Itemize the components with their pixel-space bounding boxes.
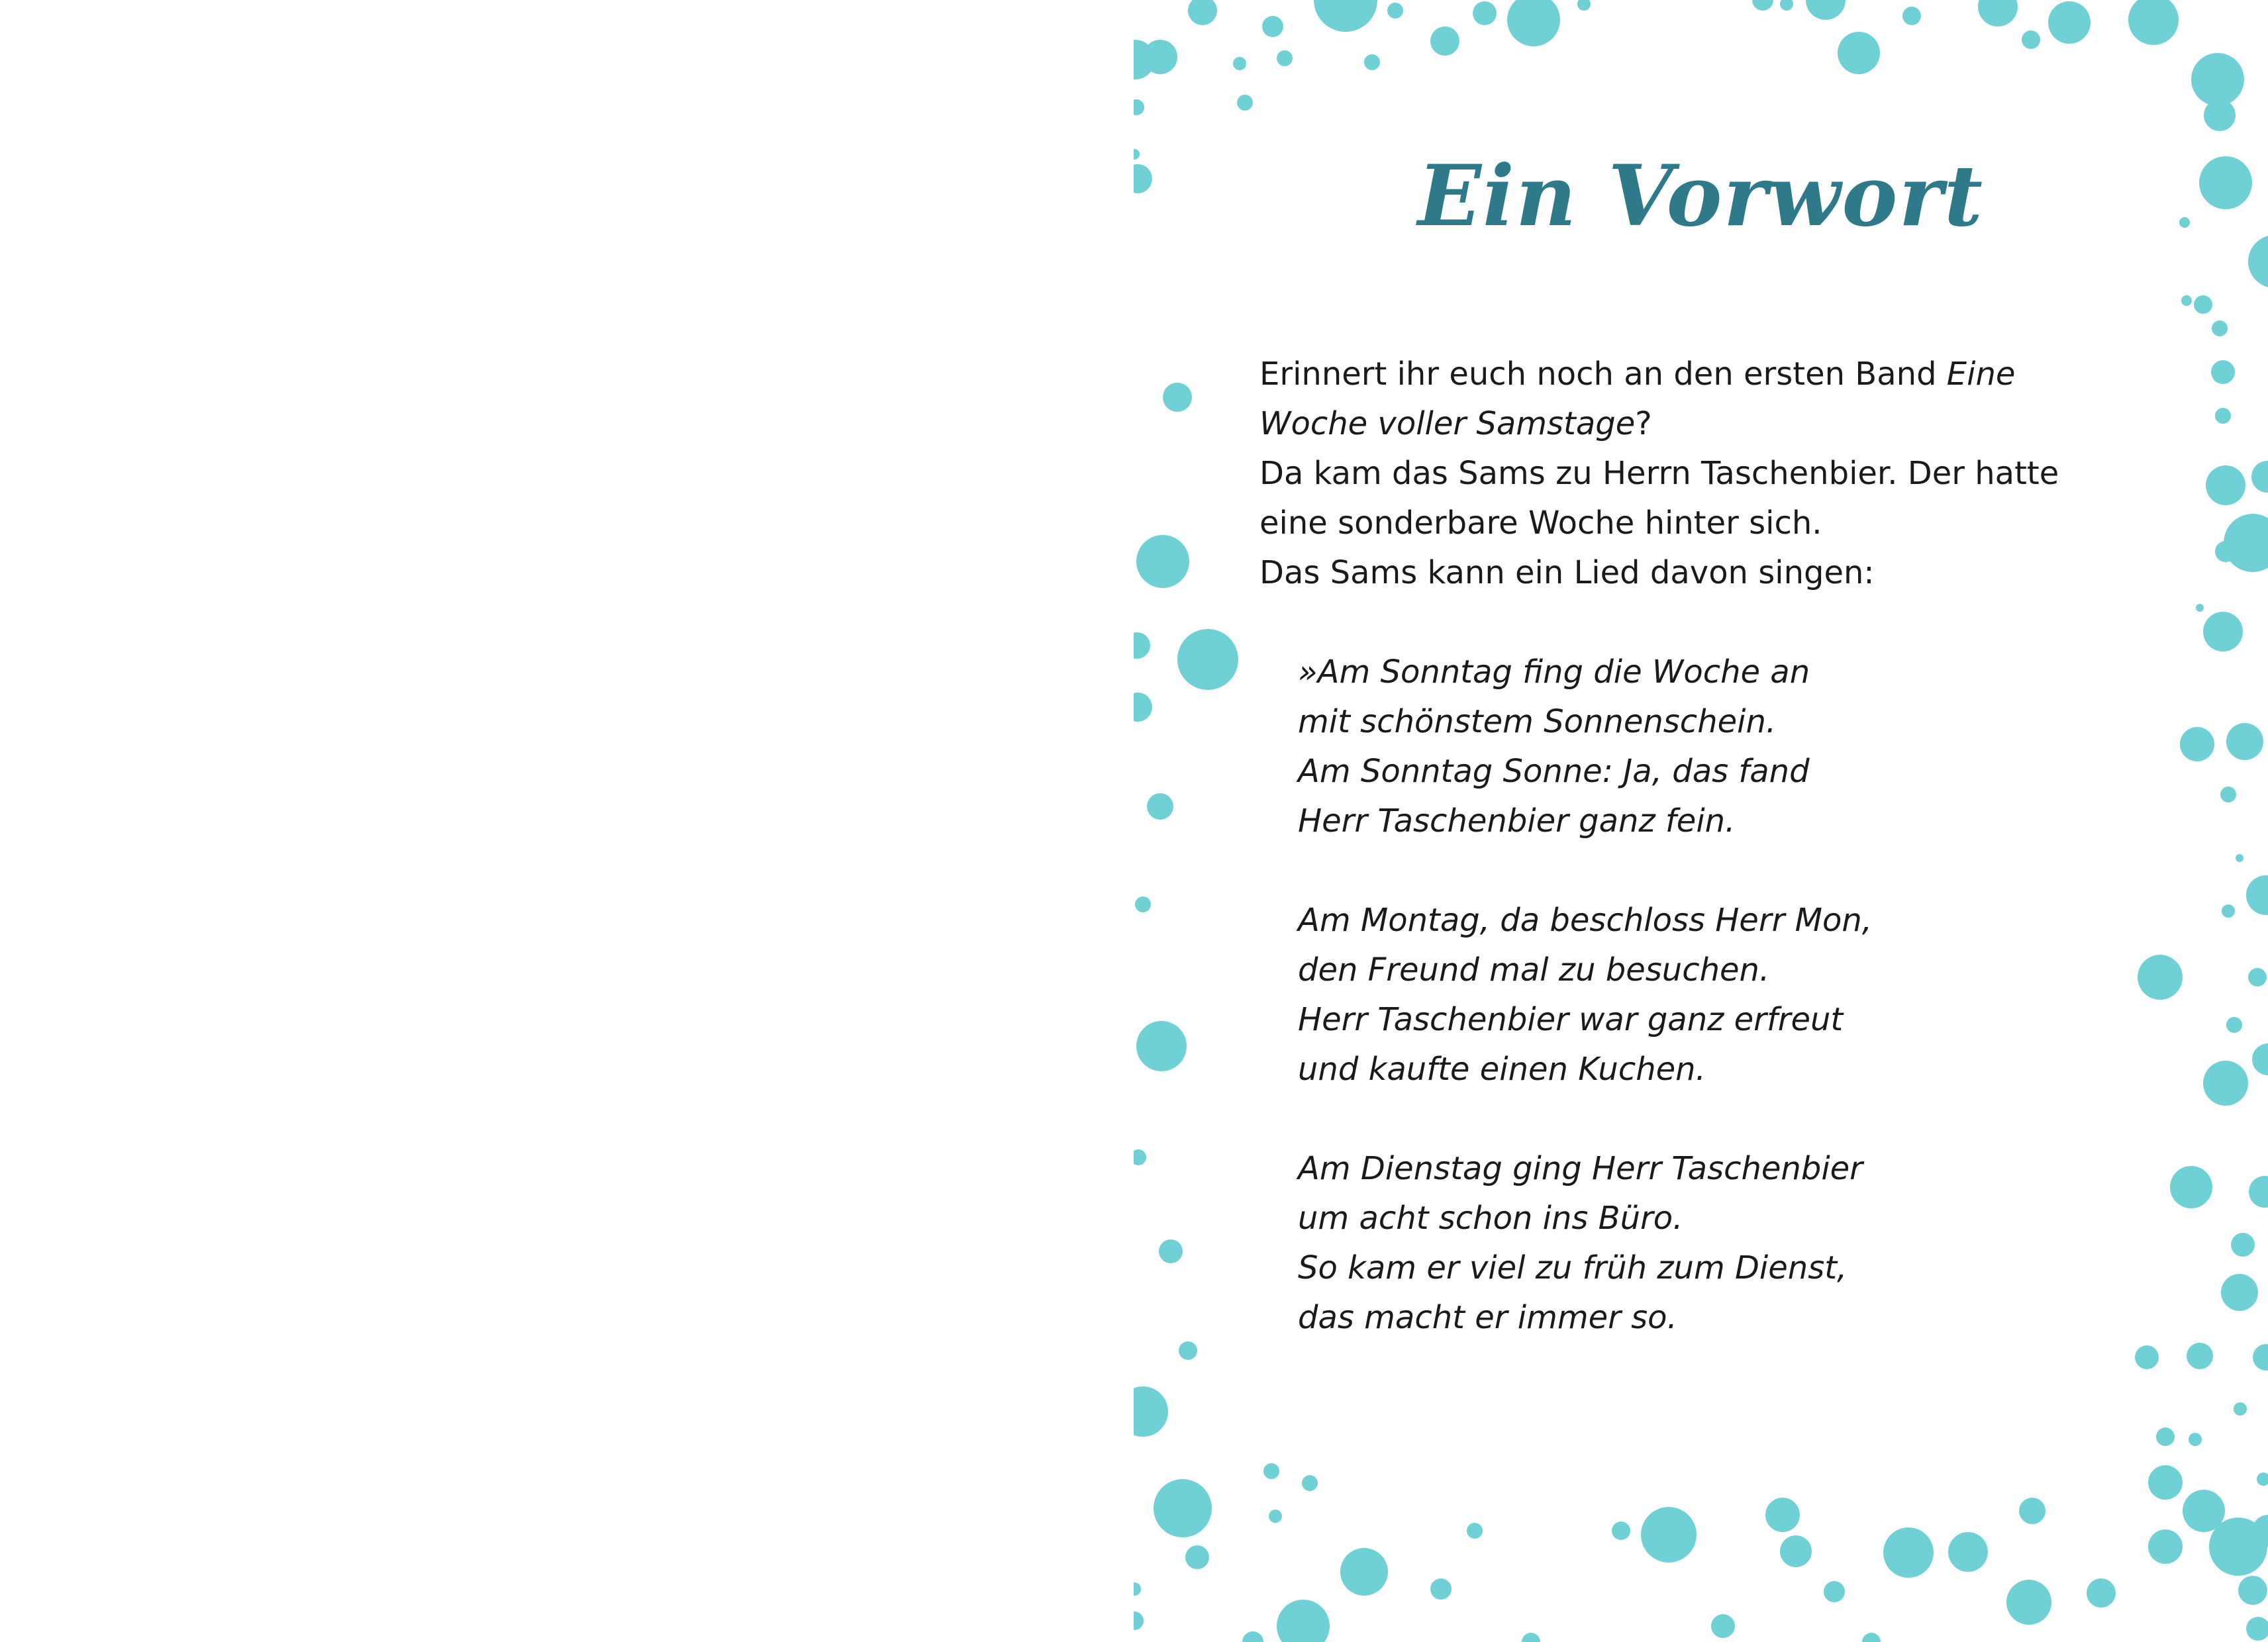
decorative-dot — [2204, 99, 2236, 131]
decorative-dot — [2257, 1473, 2268, 1486]
decorative-dot — [2234, 1402, 2247, 1416]
decorative-dot — [2180, 727, 2214, 761]
decorative-dot — [1824, 1581, 1845, 1602]
decorative-dot — [1314, 0, 1377, 32]
decorative-dot — [1134, 99, 1144, 115]
decorative-dot — [1185, 1545, 1209, 1569]
decorative-dot — [2246, 875, 2268, 915]
decorative-dot — [2135, 1345, 2159, 1369]
decorative-dot — [2170, 1166, 2212, 1208]
decorative-dot — [1978, 0, 2018, 26]
decorative-dot — [1902, 7, 1921, 25]
decorative-dot — [1765, 1498, 1800, 1532]
decorative-dot — [2006, 1580, 2051, 1625]
decorative-dot — [2022, 30, 2040, 49]
decorative-dot — [2148, 1465, 2183, 1500]
decorative-dot — [1147, 793, 1173, 820]
poem-line: Am Montag, da beschloss Herr Mon, — [1298, 902, 1873, 939]
decorative-dot — [2191, 53, 2244, 106]
decorative-dot — [2246, 1617, 2268, 1641]
decorative-dot — [1233, 57, 1246, 70]
intro-text-before: Erinnert ihr euch noch an den ersten Band — [1259, 356, 1947, 393]
decorative-dot — [2236, 854, 2243, 862]
decorative-dot — [1134, 632, 1150, 659]
decorative-dot — [2138, 955, 2183, 1000]
poem-line: Herr Taschenbier ganz fein. — [1298, 802, 1736, 840]
decorative-dot — [2252, 1043, 2268, 1075]
decorative-dot — [1948, 1532, 1988, 1572]
book-title: Eine Woche voller Samstage — [1259, 356, 2016, 442]
intro-paragraph-1 — [1259, 350, 2114, 449]
decorative-dot — [2215, 408, 2231, 424]
decorative-dot — [1263, 1463, 1279, 1479]
decorative-dot — [1262, 16, 1283, 37]
decorative-dot — [1430, 26, 1459, 56]
decorative-dot — [2203, 1061, 2248, 1106]
decorative-dot — [1612, 1521, 1630, 1540]
decorative-dot — [2224, 514, 2268, 572]
decorative-dot — [1780, 0, 1793, 11]
decorative-dot — [1159, 1239, 1183, 1263]
decorative-dot — [2048, 1, 2091, 44]
decorative-dot — [1242, 1631, 1263, 1642]
decorative-dot — [2203, 612, 2243, 652]
decorative-dot — [1134, 1582, 1141, 1596]
poem-line: und kaufte einen Kuchen. — [1298, 1051, 1706, 1088]
decorative-dot — [1154, 1479, 1212, 1537]
decorative-dot — [2189, 1433, 2202, 1446]
decorative-dot — [1134, 1386, 1168, 1437]
decorative-dot — [2212, 320, 2228, 336]
poem-line: Herr Taschenbier war ganz erfreut — [1298, 1001, 1844, 1038]
decorative-dot — [1277, 50, 1293, 66]
poem-line: So kam er viel zu früh zum Dienst, — [1298, 1249, 1848, 1286]
decorative-dot — [2181, 295, 2192, 306]
decorative-dot — [2211, 360, 2235, 384]
decorative-dot — [1507, 0, 1560, 46]
decorative-dot — [1711, 1614, 1735, 1638]
poem-line: das macht er immer so. — [1298, 1299, 1677, 1336]
decorative-dot — [2206, 465, 2245, 505]
decorative-dot — [1163, 383, 1192, 412]
decorative-dot — [1641, 1507, 1697, 1563]
decorative-dot — [1473, 1, 1497, 25]
decorative-dot — [2238, 1576, 2267, 1605]
intro-paragraph-2: Da kam das Sams zu Herrn Taschenbier. Der hatte eine sonderbare Woche hinter sich. — [1259, 455, 2059, 542]
decorative-dot — [2220, 787, 2236, 802]
poem-line: den Freund mal zu besuchen. — [1298, 951, 1770, 989]
decorative-dot — [2221, 1274, 2258, 1311]
decorative-dot — [1134, 1612, 1144, 1630]
decorative-dot — [1277, 1600, 1330, 1642]
decorative-dot — [1134, 693, 1152, 722]
decorative-dot — [2128, 0, 2179, 45]
decorative-dot — [2226, 723, 2263, 760]
decorative-dot — [1806, 0, 1846, 20]
page-title: Ein Vorwort — [1417, 147, 1985, 245]
poem — [1298, 648, 2093, 1392]
decorative-dot — [1387, 3, 1403, 19]
decorative-dot — [1188, 0, 1217, 25]
poem-line: mit schönstem Sonnenschein. — [1298, 703, 1777, 740]
decorative-dot — [2148, 1529, 2183, 1564]
decorative-dot — [1862, 1633, 1881, 1642]
decorative-dot — [1179, 1341, 1197, 1360]
right-page — [1134, 0, 2268, 1642]
decorative-dot — [2253, 1344, 2268, 1371]
decorative-dot — [2248, 968, 2267, 987]
poem-stanza-1 — [1298, 648, 2093, 846]
decorative-dot — [1522, 1633, 1540, 1642]
poem-line: »Am Sonntag fing die Woche an — [1298, 653, 1810, 691]
decorative-dot — [1752, 0, 1773, 11]
poem-line: Am Dienstag ging Herr Taschenbier — [1298, 1150, 1863, 1187]
decorative-dot — [2196, 604, 2204, 612]
decorative-dot — [2156, 1427, 2175, 1446]
decorative-dot — [1135, 896, 1151, 912]
decorative-dot — [1340, 1548, 1388, 1596]
decorative-dot — [1302, 1475, 1318, 1491]
decorative-dot — [1136, 535, 1189, 588]
decorative-dot — [1883, 1527, 1934, 1578]
decorative-dot — [1143, 40, 1177, 74]
poem-line: Am Sonntag Sonne: Ja, das fand — [1298, 753, 1810, 790]
intro-paragraph-3: Das Sams kann ein Lied davon singen: — [1259, 554, 1875, 591]
decorative-dot — [2226, 1017, 2242, 1033]
decorative-dot — [1136, 1021, 1187, 1071]
intro-text — [1259, 350, 2114, 598]
decorative-dot — [1269, 1510, 1282, 1523]
decorative-dot — [2194, 295, 2212, 314]
decorative-dot — [1430, 1578, 1452, 1600]
decorative-dot — [1177, 629, 1238, 690]
decorative-dot — [2231, 1233, 2255, 1257]
decorative-dot — [2251, 461, 2268, 493]
decorative-dot — [2087, 1578, 2116, 1608]
poem-line: um acht schon ins Büro. — [1298, 1200, 1683, 1237]
decorative-dot — [1134, 1149, 1146, 1165]
decorative-dot — [2222, 904, 2235, 918]
decorative-dot — [1467, 1523, 1483, 1539]
decorative-dot — [1838, 32, 1880, 74]
poem-stanza-3 — [1298, 1144, 2093, 1343]
decorative-dot — [2187, 1343, 2213, 1369]
decorative-dot — [1780, 1535, 1812, 1567]
decorative-dot — [1364, 54, 1380, 70]
decorative-dot — [1237, 95, 1253, 111]
decorative-dot — [2249, 1176, 2268, 1208]
poem-stanza-2 — [1298, 896, 2093, 1094]
decorative-dot — [1577, 0, 1591, 11]
decorative-dot — [2019, 1498, 2046, 1524]
intro-text-after: ? — [1635, 405, 1652, 442]
